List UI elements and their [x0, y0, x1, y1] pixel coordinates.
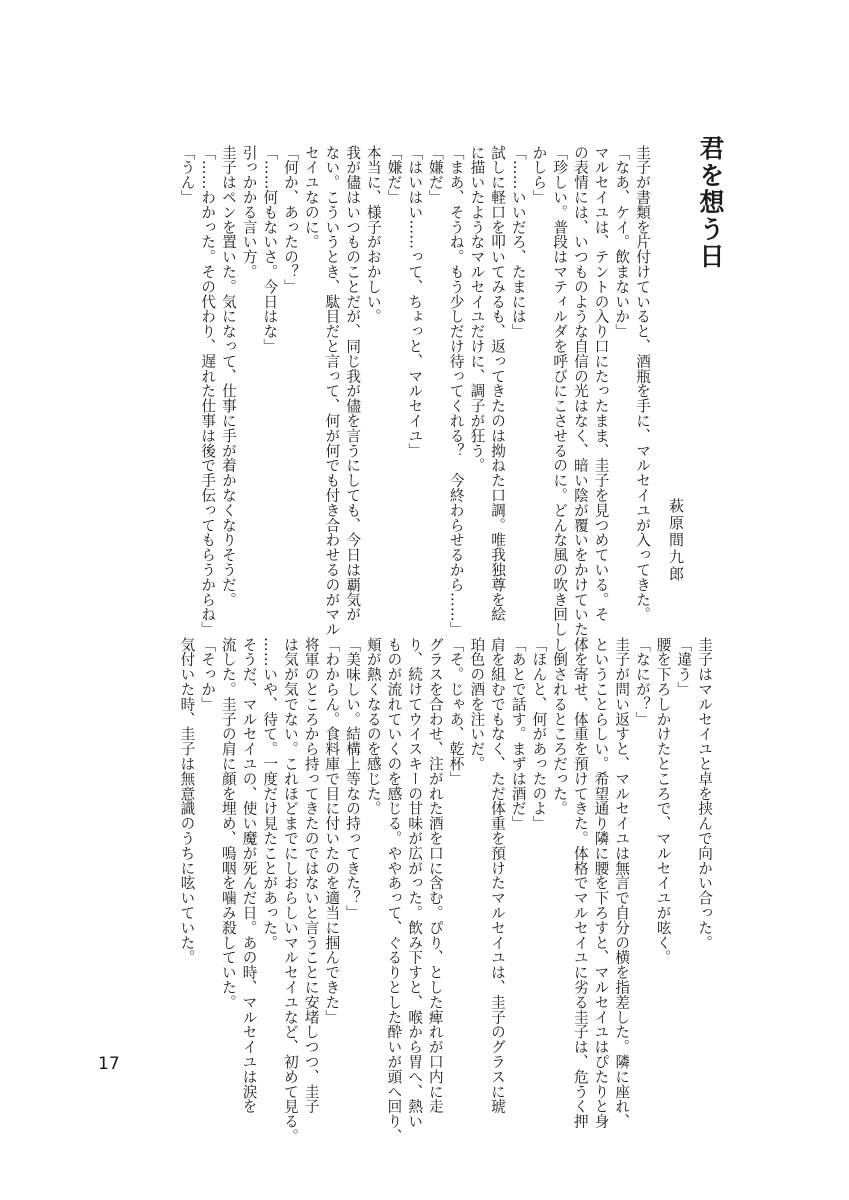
text-line: 「あとで話す。まずは酒だ」: [509, 637, 527, 831]
text-line: 試しに軽口を叩いてみるも、返ってきたのは拗ねた口調。唯我独尊を絵: [489, 145, 507, 622]
text-line: セイユなのに。: [302, 145, 320, 250]
story-title: 君を想う日: [696, 135, 725, 270]
text-line: 将軍のところから持ってきたのではないと言うことに安堵しつつ、圭子: [302, 637, 320, 1114]
text-line: 本当に、様子がおかしい。: [364, 145, 382, 324]
text-line: は気が気でない。これほどまでにしおらしいマルセイユなど、初めて見る。: [281, 637, 299, 1144]
text-line: 肩を組むでもなく、ただ体重を預けたマルセイユは、圭子のグラスに琥: [488, 637, 506, 1114]
text-line: 「珍しい。普段はマティルダを呼びにこさせるのに。どんな風の吹き回し: [551, 145, 569, 637]
text-line: ものが流れていくのを感じる。ややあって、ぐるりとした酔いが頭へ回り、: [385, 637, 403, 1144]
text-line: 「違う」: [675, 637, 693, 697]
text-line: に描いたようなマルセイユだけに、調子が狂う。: [468, 145, 486, 473]
text-line: 気付いた時、圭子は無意識のうちに呟いていた。: [178, 637, 196, 965]
text-line: 頬が熱くなるのを感じた。: [364, 637, 382, 816]
text-line: 流した。圭子の肩に顔を埋め、嗚咽を噛み殺していた。: [219, 637, 237, 1010]
text-line: 「わからん。食料庫で目に付いたのを適当に掴んできた」: [323, 637, 341, 1025]
text-line: 「何か、あったの？」: [282, 145, 300, 294]
text-line: かしら」: [530, 145, 548, 205]
text-line: 「……いいだろ、たまには」: [509, 145, 527, 339]
text-line: ない。こういうとき、駄目だと言って、何が何でも付き合わせるのがマル: [323, 145, 341, 637]
text-line: 「そっか」: [199, 637, 217, 712]
text-line: 「嫌だ」: [426, 145, 444, 205]
lower-text-block: [114, 637, 714, 1144]
text-line: 「なにが？」: [633, 637, 651, 727]
text-line: ということらしい。希望通り隣に腰を下ろすと、マルセイユはぴたりと身: [592, 637, 610, 1129]
text-line: ……いや、待て。一度だけ見たことがあった。: [261, 637, 279, 950]
text-line: 「……何もないさ。今日はな」: [261, 145, 279, 354]
text-line: そうだ、マルセイユの、使い魔が死んだ日。あの時、マルセイユは涙を: [240, 637, 258, 1114]
text-line: 体を寄せ、体重を預けてきた。体格でマルセイユに劣る圭子は、危うく押: [571, 637, 589, 1129]
text-line: 「まあ、そうね。もう少しだけ待ってくれる？ 今終わらせるから……」: [447, 145, 465, 637]
text-line: 「……わかった。その代わり、遅れた仕事は後で手伝ってもらうからね」: [199, 145, 217, 637]
text-line: 「そ。じゃあ、乾杯」: [447, 637, 465, 786]
page-number: 17: [98, 1054, 120, 1074]
text-line: 「うん」: [178, 145, 196, 205]
text-line: の表情には、いつものような自信の光はなく、暗い陰が覆いをかけていた。: [571, 145, 589, 652]
text-line: 腰を下ろしかけたところで、マルセイユが呟く。: [654, 637, 672, 965]
text-line: 「なあ、ケイ。飲まないか」: [613, 145, 631, 339]
text-line: 「嫌だ」: [385, 145, 403, 205]
text-line: マルセイユは、テントの入り口にたったまま、圭子を見つめている。そ: [592, 145, 610, 622]
text-line: 「はいはい……って、ちょっと、マルセイユ」: [406, 145, 424, 458]
text-line: 圭子が問い返すと、マルセイユは無言で自分の横を指差した。隣に座れ、: [613, 637, 631, 1129]
text-line: 我が儘はいつものことだが、同じ我が儘を言うにしても、今日は覇気が: [344, 145, 362, 622]
text-line: し倒されるところだった。: [551, 637, 569, 816]
author-name: 萩原間九郎: [667, 498, 685, 583]
text-line: 圭子が書類を片付けていると、酒瓶を手に、マルセイユが入ってきた。: [634, 145, 651, 622]
text-line: り、続けてウイスキーの甘味が広がった。飲み下すと、喉から胃へ、熱い: [406, 637, 424, 1129]
text-line: 「ほんと、何があったのよ」: [530, 637, 548, 831]
text-line: 珀色の酒を注いだ。: [468, 637, 486, 772]
upper-text-block: [112, 145, 652, 652]
text-line: グラスを合わせ、注がれた酒を口に含む。ぴり、とした痺れが口内に走: [426, 637, 444, 1114]
text-line: 「美味しい。結構上等なの持ってきた？」: [344, 637, 362, 921]
text-line: 引っかかる言い方。: [240, 145, 258, 280]
text-line: 圭子はマルセイユと卓を挟んで向かい合った。: [696, 637, 713, 950]
text-line: 圭子はペンを置いた。気になって、仕事に手が着かなくなりそうだ。: [219, 145, 237, 607]
